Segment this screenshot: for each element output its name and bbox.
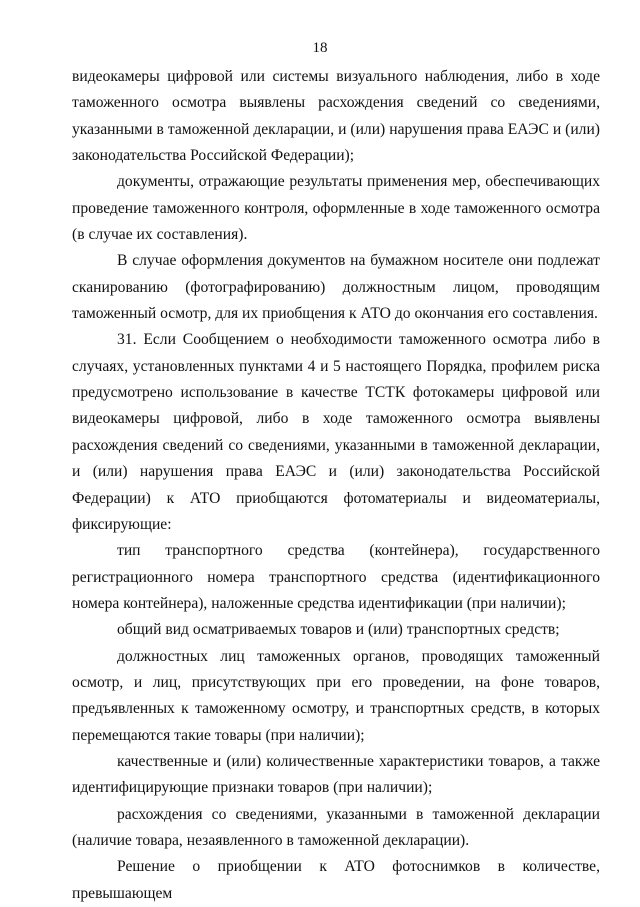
paragraph-continuation: видеокамеры цифровой или системы визуального наблюдения, либо в ходе таможенного осмотра выявлены расхождения сведений со сведениями, указанными в таможенной декларации, и (или) нарушения права ЕАЭС и (или) законодательства Российской Федерации); xyxy=(72,68,600,165)
list-item-general-view: общий вид осматриваемых товаров и (или) транспортных средств; xyxy=(117,621,560,639)
document-body xyxy=(72,64,600,907)
list-item-officials: должностных лиц таможенных органов, проводящих таможенный осмотр, и лиц, присутствующих при его проведении, на фоне товаров, предъявленных к таможенному осмотру, и транспортных средств, в которых перемещаются такие товары (при наличии); xyxy=(72,647,600,744)
paragraph-item-31: 31. Если Сообщением о необходимости таможенного осмотра либо в случаях, установленных пунктами 4 и 5 настоящего Порядка, профилем риска предусмотрено использование в качестве ТСТК фотокамеры цифровой или видеокамеры цифровой, либо в ходе таможенного осмотра выявлены расхождения сведений со сведениями, указанными в таможенной декларации, и (или) нарушения права ЕАЭС и (или) законодательства Российской Федерации) к АТО приобщаются фотоматериалы и видеоматериалы, фиксирующие: xyxy=(72,331,600,533)
paragraph-decision: Решение о приобщении к АТО фотоснимков в количестве, превышающем xyxy=(72,858,600,902)
paragraph-documents: документы, отражающие результаты применения мер, обеспечивающих проведение таможенного контроля, оформленные в ходе таможенного осмотра (в случае их составления). xyxy=(72,173,600,244)
list-item-discrepancies: расхождения со сведениями, указанными в таможенной декларации (наличие товара, незаявленного в таможенной декларации). xyxy=(72,805,600,849)
list-item-characteristics: качественные и (или) количественные характеристики товаров, а также идентифицирующие признаки товаров (при наличии); xyxy=(72,752,600,797)
page-number: 18 xyxy=(312,40,328,56)
paragraph-scanning: В случае оформления документов на бумажном носителе они подлежат сканированию (фотографированию) должностным лицом, проводящим таможенный осмотр, для их приобщения к АТО до окончания его составления. xyxy=(72,252,600,323)
list-item-vehicle-type: тип транспортного средства (контейнера), государственного регистрационного номера транспортного средства (идентификационного номера контейнера), наложенные средства идентификации (при наличии); xyxy=(72,542,600,612)
